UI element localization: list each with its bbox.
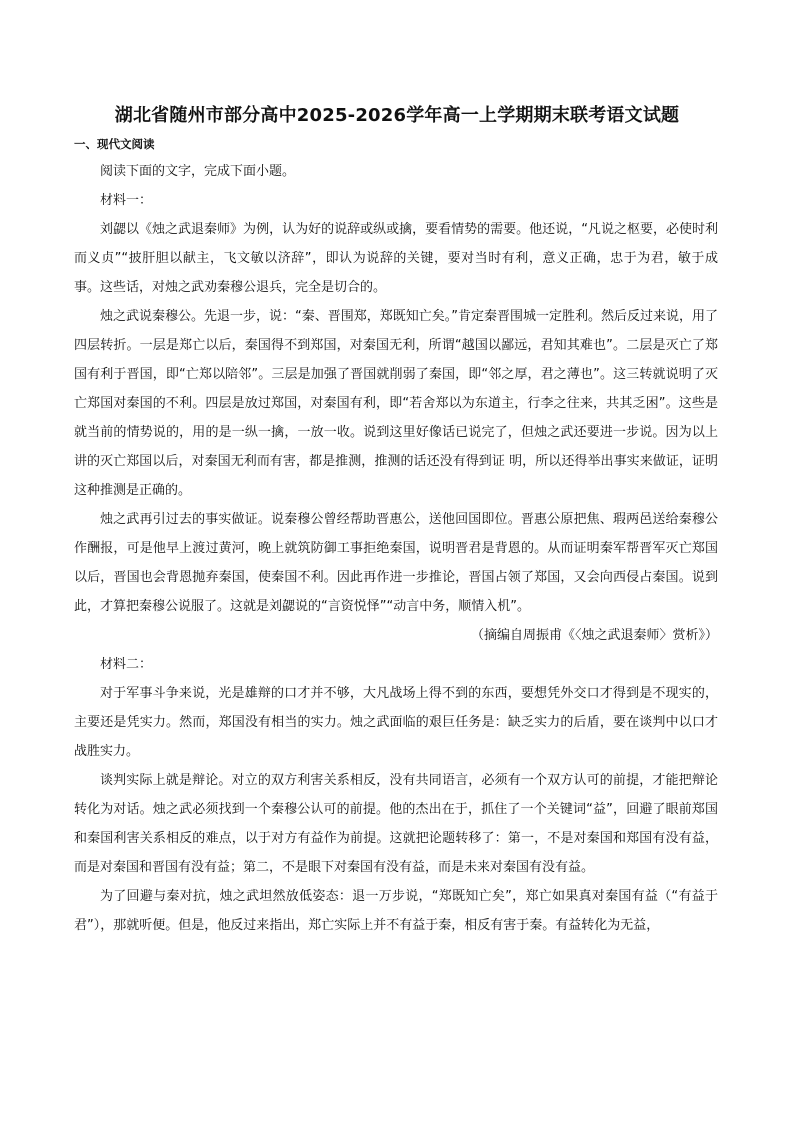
material2-paragraph: 谈判实际上就是辩论。对立的双方利害关系相反，没有共同语言，必须有一个双方认可的前提，才能把辩论转化为对话。烛之武必须找到一个秦穆公认可的前提。他的杰出在于，抓住了一个关键词“益”，回避了眼前郑国和秦国利害关系相反的难点，以于对方有益作为前提。这就把论题转移了：第一，不是对秦国和郑国有没有益，而是对秦国和晋国有没有益；第二，不是眼下对秦国有没有益，而是未来对秦国有没有益。 (74, 773, 718, 875)
section-heading: 一、现代文阅读 (74, 137, 155, 151)
material2-label: 材料二： (100, 657, 153, 672)
material1-paragraph: 刘勰以《烛之武退秦师》为例，认为好的说辞或纵或擒，要看情势的需要。他还说，“凡说之枢要，必使时利而义贞”“披肝胆以献主，飞文敏以济辞”，即认为说辞的关键，要对当时有利，意义正确，忠于为君，敏于成事。这些话，对烛之武劝秦穆公退兵，完全是切合的。 (74, 222, 718, 295)
material1-paragraph: 烛之武说秦穆公。先退一步，说：“秦、晋围郑，郑既知亡矣。”肯定秦晋围城一定胜利。然后反过来说，用了四层转折。一层是郑亡以后，秦国得不到郑国，对秦国无利，所谓“越国以鄙远，君知其难也”。二层是灭亡了郑国有利于晋国，即“亡郑以陪邻”。三层是加强了晋国就削弱了秦国，即“邻之厚，君之薄也”。这三转就说明了灭亡郑国对秦国的不利。四层是放过郑国，对秦国有利，即“若舍郑以为东道主，行李之往来，共其乏困”。这些是就当前的情势说的，用的是一纵一擒，一放一收。说到这里好像话已说完了，但烛之武还要进一步说。因为以上讲的灭亡郑国以后，对秦国无利而有害，都是推测，推测的话还没有得到证 明，所以还得举出事实来做证，证明这种推测是正确的。 (74, 309, 718, 498)
document-title: 湖北省随州市部分高中2025-2026学年高一上学期期末联考语文试题 (114, 105, 680, 126)
document-body (74, 157, 718, 940)
material1-label: 材料一： (100, 193, 153, 208)
material2-paragraph: 对于军事斗争来说，光是雄辩的口才并不够，大凡战场上得不到的东西，要想凭外交口才得到是不现实的，主要还是凭实力。然而，郑国没有相当的实力。烛之武面临的艰巨任务是：缺乏实力的后盾，要在谈判中以口才战胜实力。 (74, 686, 718, 759)
material2-paragraph: 为了回避与秦对抗，烛之武坦然放低姿态：退一万步说，“郑既知亡矣”，郑亡如果真对秦国有益（“有益于君”），那就听便。但是，他反过来指出，郑亡实际上并不有益于秦，相反有害于秦。有益转化为无益， (74, 889, 718, 933)
material1-paragraph: 烛之武再引过去的事实做证。说秦穆公曾经帮助晋惠公，送他回国即位。晋惠公原把焦、瑕两邑送给秦穆公作酬报，可是他早上渡过黄河，晚上就筑防御工事拒绝秦国，说明晋君是背恩的。从而证明秦军帮晋军灭亡郑国以后，晋国也会背恩抛弃秦国，使秦国不利。因此再作进一步推论，晋国占领了郑国，又会向西侵占秦国。说到此，才算把秦穆公说服了。这就是刘勰说的“言资悦怿”“动言中务，顺情入机”。 (74, 512, 718, 614)
material1-source: （摘编自周振甫《〈烛之武退秦师〉赏析》） (470, 628, 718, 643)
instruction-text: 阅读下面的文字，完成下面小题。 (100, 164, 296, 179)
